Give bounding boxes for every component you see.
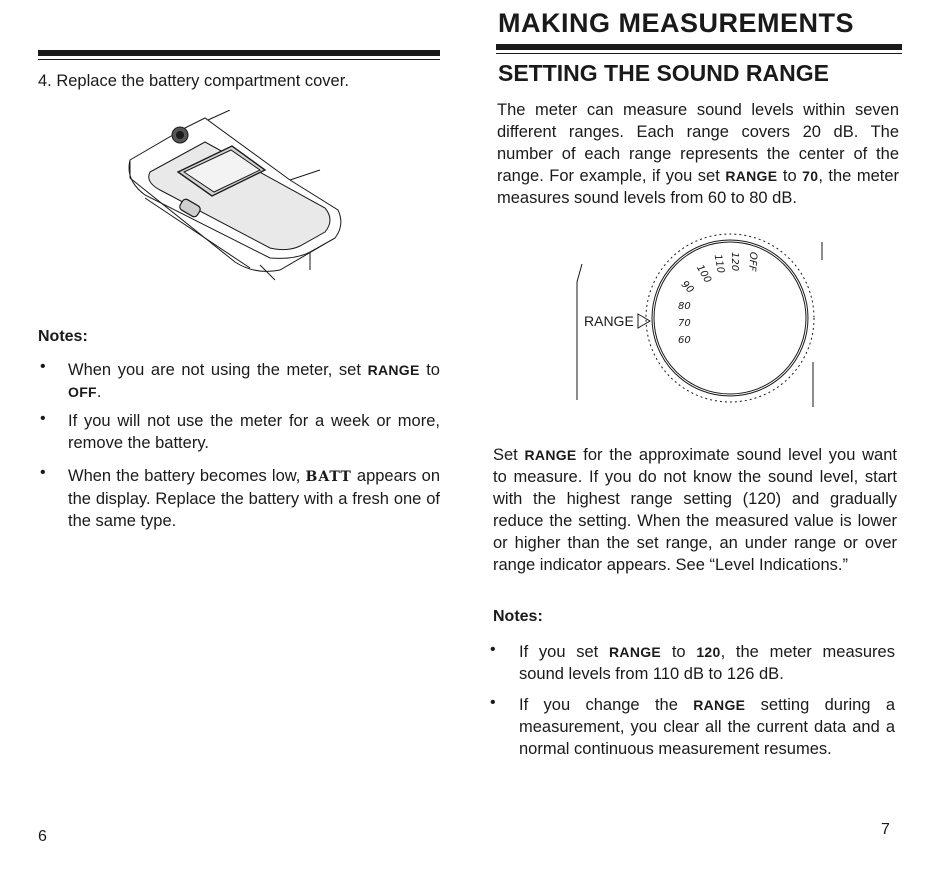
dial-mark-60: 60 [678, 335, 691, 346]
dial-mark-90: 90 [678, 278, 696, 296]
dial-mark-110: 110 [711, 253, 726, 275]
bullet-icon: • [40, 464, 46, 481]
bullet-icon: • [490, 641, 496, 658]
page-title: MAKING MEASUREMENTS [498, 8, 855, 38]
range-pointer-icon [638, 314, 650, 328]
right-note-1: If you set RANGE to 120, the meter measures sound levels from 110 dB to 126 dB. [519, 643, 895, 683]
range-dial-illustration [570, 232, 830, 412]
right-notes-heading: Notes: [493, 608, 543, 625]
right-note-2: If you change the RANGE setting during a measurement, you clear all the current data and a normal continuous measurement resumes. [519, 696, 895, 758]
range-label: RANGE [584, 313, 634, 329]
bullet-icon: • [490, 694, 496, 711]
left-page-number: 6 [38, 828, 47, 845]
dial-mark-off: OFF [745, 251, 759, 272]
range-paragraph: Set RANGE for the approximate sound level you want to measure. If you do not know the sound level, start with the highest range setting (120) and gradually reduce the setting. When the measured value is lower or higher than the set range, an under range or over range indicator appears. See “Level Indications.” [493, 446, 897, 574]
dial-mark-100: 100 [693, 263, 714, 286]
bullet-icon: • [40, 410, 46, 427]
left-notes-heading: Notes: [38, 328, 88, 345]
dial-mark-120: 120 [729, 252, 740, 272]
left-header-rule-thick [38, 50, 440, 56]
dial-mark-80: 80 [678, 301, 691, 312]
title-rule-thick [496, 44, 902, 50]
meter-battery-cover-illustration [110, 110, 360, 285]
bullet-icon: • [40, 358, 46, 375]
dial-mark-70: 70 [678, 318, 691, 329]
left-note-2: If you will not use the meter for a week or more, remove the battery. [68, 412, 440, 452]
left-note-3: When the battery becomes low, BATT appears on the display. Replace the battery with a fresh one of the same type. [68, 467, 440, 530]
left-note-1: When you are not using the meter, set RANGE to OFF. [68, 361, 440, 401]
title-rule-thin [496, 53, 902, 54]
left-header-rule-thin [38, 59, 440, 60]
intro-paragraph: The meter can measure sound levels within seven different ranges. Each range covers 20 dB. The number of each range represents the center of the range. For example, if you set RANGE to 70, the meter measures sound levels from 60 to 80 dB. [497, 101, 899, 207]
section-subtitle: SETTING THE SOUND RANGE [498, 60, 829, 86]
right-page-number: 7 [881, 821, 890, 838]
step-text: 4. Replace the battery compartment cover. [38, 72, 349, 90]
